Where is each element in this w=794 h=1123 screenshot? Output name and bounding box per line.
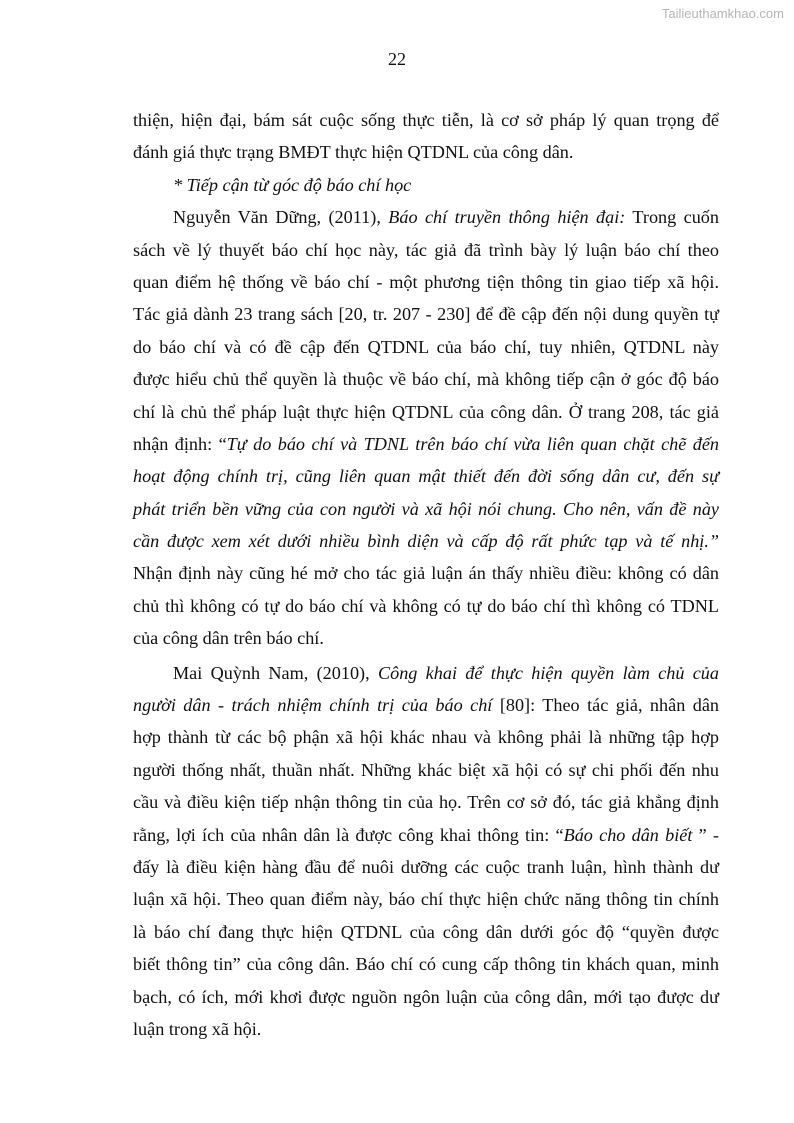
text-span: sách về lý thuyết báo chí học này, tác giả đã trình bày lý luận báo chí theo xyxy=(133,239,719,260)
paragraph xyxy=(133,104,719,169)
text-line xyxy=(133,136,719,168)
text-span: thiện, hiện đại, bám sát cuộc sống thực tiễn, là cơ sở pháp lý quan trọng để xyxy=(133,110,719,130)
paragraph xyxy=(133,657,719,1046)
text-line xyxy=(133,169,719,201)
text-line xyxy=(133,689,719,721)
text-span: luận trong xã hội. xyxy=(133,1018,262,1039)
text-span: đánh giá thực trạng BMĐT thực hiện QTDNL của công dân. xyxy=(133,142,574,163)
text-span: rằng, lợi ích của nhân dân là được công khai thông tin: “ xyxy=(133,824,564,845)
text-line xyxy=(133,493,719,525)
text-line xyxy=(133,363,719,395)
text-span: nhận định: “ xyxy=(133,433,227,454)
italic-text: Báo cho dân biết xyxy=(563,824,693,845)
text-line xyxy=(133,721,719,753)
text-span: chí là chủ thể pháp luật thực hiện QTDNL của công dân. Ở trang 208, tác giả xyxy=(133,401,719,422)
document-body xyxy=(133,104,719,1045)
text-line xyxy=(133,525,719,557)
text-line xyxy=(133,786,719,818)
text-line xyxy=(133,622,719,654)
italic-text: cần được xem xét dưới nhiều bình diện và cấp độ rất phức tạp và tế nhị.” xyxy=(133,531,719,552)
text-span: Mai Quỳnh Nam, (2010), xyxy=(173,662,378,683)
watermark: Tailieuthamkhao.com xyxy=(661,6,784,21)
text-span: bạch, có ích, mới khơi được nguồn ngôn luận của công dân, mới tạo được dư xyxy=(133,986,719,1007)
text-line xyxy=(133,428,719,460)
text-span: Nguyễn Văn Dững, (2011), xyxy=(173,207,389,228)
text-line xyxy=(133,948,719,980)
text-span: Nhận định này cũng hé mở cho tác giả luận án thấy nhiều điều: không có dân xyxy=(133,563,719,584)
text-line xyxy=(133,851,719,883)
text-span: là báo chí đang thực hiện QTDNL của công dân dưới góc độ “quyền được xyxy=(133,921,719,942)
italic-text: Tự do báo chí và TDNL trên báo chí vừa liên quan chặt chẽ đến xyxy=(226,433,719,454)
italic-text: * Tiếp cận từ góc độ báo chí học xyxy=(173,174,412,195)
text-line xyxy=(133,1013,719,1045)
text-span: chủ thì không có tự do báo chí và không có tự do báo chí thì không có TDNL xyxy=(133,595,719,616)
text-line xyxy=(133,916,719,948)
text-span: ” - xyxy=(692,824,719,845)
text-line xyxy=(133,557,719,589)
text-span: người thống nhất, thuần nhất. Những khác biệt xã hội có sự chi phối đến nhu xyxy=(133,759,719,780)
text-line xyxy=(133,266,719,298)
text-line xyxy=(133,396,719,428)
italic-text: hoạt động chính trị, cũng liên quan mật thiết đến đời sống dân cư, đến sự xyxy=(133,466,719,487)
text-span: Trong cuốn xyxy=(625,207,719,228)
text-span: hợp thành từ các bộ phận xã hội khác nhau và không phải là những tập hợp xyxy=(133,727,719,748)
page-number: 22 xyxy=(388,49,406,69)
text-line xyxy=(133,981,719,1013)
paragraph xyxy=(133,169,719,201)
text-span: của công dân trên báo chí. xyxy=(133,628,324,649)
text-line xyxy=(133,657,719,689)
text-line xyxy=(133,201,719,233)
text-line xyxy=(133,234,719,266)
text-span: luận xã hội. Theo quan điểm này, báo chí thực hiện chức năng thông tin chính xyxy=(133,889,719,910)
text-line xyxy=(133,331,719,363)
text-line xyxy=(133,298,719,330)
italic-text: người dân - trách nhiệm chính trị của báo chí xyxy=(133,695,493,716)
text-line xyxy=(133,590,719,622)
italic-text: Công khai để thực hiện quyền làm chủ của xyxy=(377,662,719,683)
text-span: biết thông tin” của công dân. Báo chí có cung cấp thông tin khách quan, minh xyxy=(133,954,719,975)
text-span: đấy là điều kiện hàng đầu để nuôi dưỡng các cuộc tranh luận, hình thành dư xyxy=(133,856,719,877)
text-span: được hiểu chủ thể quyền là thuộc về báo chí, mà không tiếp cận ở góc độ báo xyxy=(133,369,719,390)
text-line xyxy=(133,754,719,786)
text-span: do báo chí và có đề cập đến QTDNL của báo chí, tuy nhiên, QTDNL này xyxy=(133,336,719,357)
text-line xyxy=(133,104,719,136)
paragraph xyxy=(133,201,719,654)
text-span: cầu và điều kiện tiếp nhận thông tin của họ. Trên cơ sở đó, tác giả khẳng định xyxy=(133,792,719,813)
text-span: [80]: Theo tác giả, nhân dân xyxy=(492,695,719,716)
italic-text: phát triển bền vững của con người và xã hội nói chung. Cho nên, vấn đề này xyxy=(133,498,719,519)
text-line xyxy=(133,460,719,492)
italic-text: Báo chí truyền thông hiện đại: xyxy=(388,207,626,228)
text-span: quan điểm hệ thống về báo chí - một phương tiện thông tin giao tiếp xã hội. xyxy=(133,271,719,292)
text-line xyxy=(133,883,719,915)
text-line xyxy=(133,819,719,851)
text-span: Tác giả dành 23 trang sách [20, tr. 207 - 230] để đề cập đến nội dung quyền tự xyxy=(133,304,719,325)
